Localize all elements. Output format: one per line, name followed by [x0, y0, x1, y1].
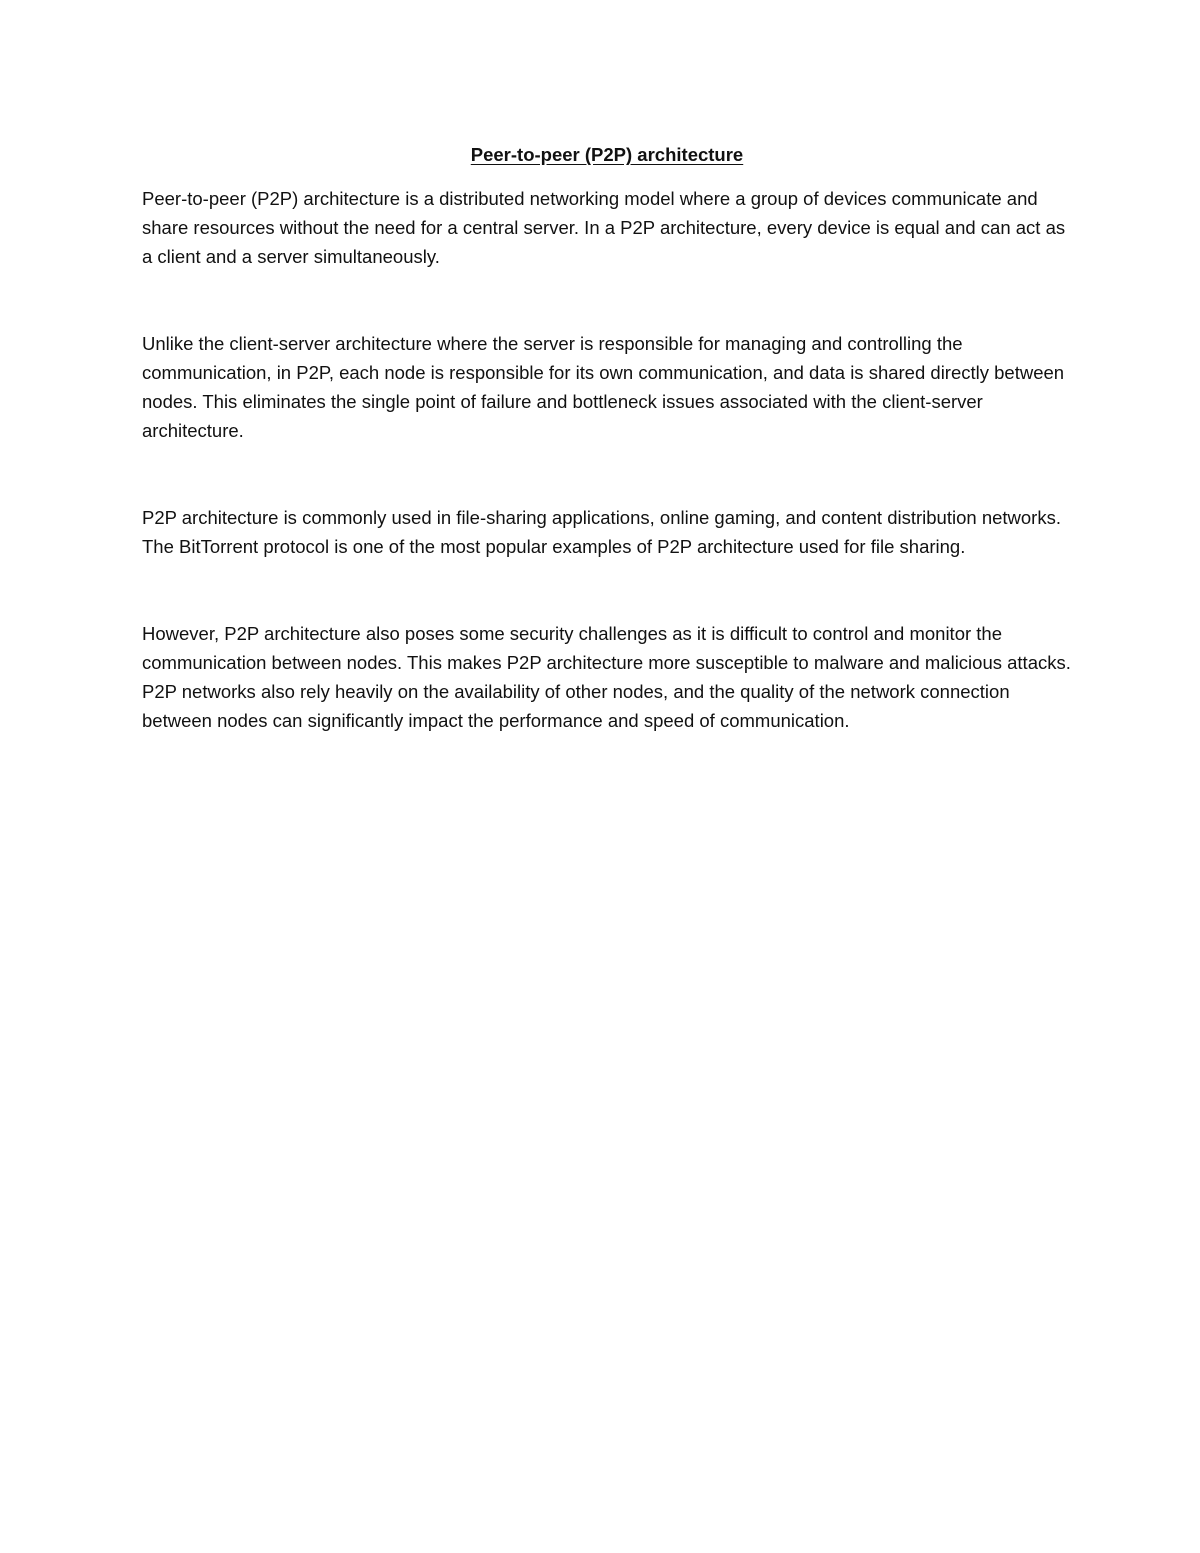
document-body [142, 140, 1072, 735]
paragraph-client-server-comparison: Unlike the client-server architecture where the server is responsible for managing and controlling the communication, in P2P, each node is responsible for its own communication, and data is shared directly between nodes. This eliminates the single point of failure and bottleneck issues associated with the client-server architecture. [142, 333, 1065, 441]
paragraph-security-challenges: However, P2P architecture also poses some security challenges as it is difficult to control and monitor the communication between nodes. This makes P2P architecture more susceptible to malware and malicious attacks. P2P networks also rely heavily on the availability of other nodes, and the quality of the network connection between nodes can significantly impact the performance and speed of communication. [142, 623, 1071, 731]
paragraph-use-cases: P2P architecture is commonly used in file-sharing applications, online gaming, and content distribution networks. The BitTorrent protocol is one of the most popular examples of P2P architecture used for file sharing. [142, 507, 1061, 557]
paragraph-intro: Peer-to-peer (P2P) architecture is a distributed networking model where a group of devices communicate and share resources without the need for a central server. In a P2P architecture, every device is equal and can act as a client and a server simultaneously. [142, 188, 1066, 267]
document-title: Peer-to-peer (P2P) architecture [470, 144, 744, 165]
